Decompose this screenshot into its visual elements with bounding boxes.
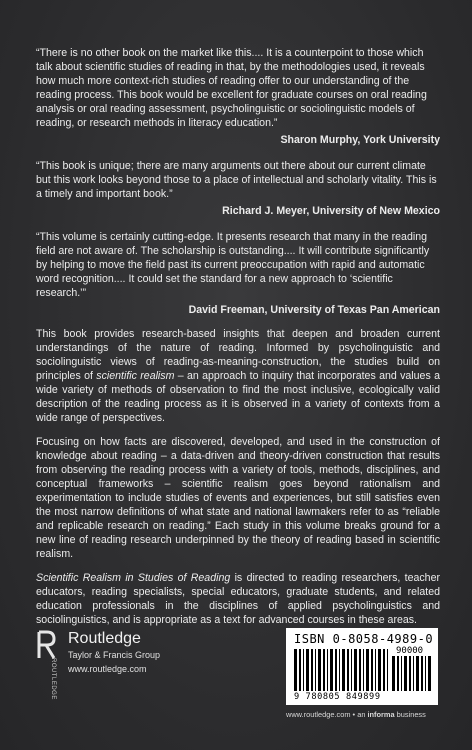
review-quote-1	[36, 46, 440, 147]
description-text: This book provides research-based insights that deepen and broaden current understandings of the nature of reading. Informed by psycholinguistic and sociolinguistic views of reading-as-meaning-construction, the studies build on principles of	[36, 328, 440, 382]
quote-author: Sharon Murphy, York University	[280, 134, 440, 146]
footer-separator: •	[350, 710, 358, 719]
description-text: is directed to reading researchers, teacher educators, reading specialists, special educators, graduate students, and related education professionals in the disciplines of applied psycholinguistics and sociolinguistics, and is appropriate as a text for advanced courses in these areas.	[36, 572, 440, 626]
back-cover-text	[36, 46, 440, 637]
book-title: Scientific Realism in Studies of Reading	[36, 572, 231, 584]
quote-text: “This book is unique; there are many arguments out there about our current climate but this work looks beyond those to a place of intellectual and scholarly vitality. This is a timely and important book.”	[36, 160, 437, 200]
footer-business: business	[394, 710, 426, 719]
quote-text: “There is no other book on the market like this.... It is a counterpoint to those which talk about scientific studies of reading in that, by the methodologies used, it reveals how much more context-rich studies of reading offer to our understanding of the reading process. This book would be excellent for graduate courses on oral reading analysis or oral reading assessment, psycholinguistic or sociolinguistic models of reading, or research methods in literacy education.”	[36, 47, 427, 129]
barcode-icon	[294, 649, 390, 691]
addon-barcode-icon	[392, 656, 432, 691]
publisher-url: www.routledge.com	[68, 664, 147, 674]
quote-text: “This volume is certainly cutting-edge. It presents research that many in the reading field are not aware of. The scholarship is outstanding.... It will contribute significantly by helping to move the field past its current preoccupation with rapid and automatic word recognition.... It could set the standard for a new approach to ‘scientific research.’”	[36, 231, 430, 299]
publisher-logo	[36, 628, 236, 700]
publisher-name: Routledge	[68, 630, 141, 647]
footer-an: an	[357, 710, 368, 719]
isbn-label: ISBN 0-8058-4989-0	[294, 632, 434, 646]
quote-author: Richard J. Meyer, University of New Mexico	[222, 205, 440, 217]
publisher-group: Taylor & Francis Group	[68, 650, 161, 660]
description-paragraph-3	[36, 571, 440, 627]
review-quote-2	[36, 159, 440, 218]
quote-author: David Freeman, University of Texas Pan American	[188, 304, 440, 316]
footer-brand: informa	[367, 710, 395, 719]
isbn-barcode	[286, 628, 438, 705]
description-emphasis: scientific realism	[96, 370, 175, 382]
footer-publisher-line	[286, 710, 440, 719]
description-text: – an approach to inquiry that incorporates and values a wide variety of methods of observation to find the most inclusive, ecologically valid description of the reading process as it is observed in a variety of contexts from a wide range of perspectives.	[36, 370, 440, 424]
description-paragraph-1	[36, 327, 440, 425]
footer-url: www.routledge.com	[286, 710, 351, 719]
price-addon: 90000	[396, 646, 424, 656]
barcode-number: 9 780805 849899	[294, 692, 381, 702]
description-paragraph-2: Focusing on how facts are discovered, developed, and used in the construction of knowledge about reading – a data-driven and theory-driven construction that results from observing the reading process with a variety of tools, methods, disciplines, and conceptual frameworks – scientific realism goes beyond rationalism and experimentation to include studies of events and experiences, but still satisfies even the most narrow definitions of what state and national lawmakers refer to as “reliable and replicable research on reading.” Each study in this volume breaks ground for a new line of reading research underpinned by the theory of reading based in scientific realism.	[36, 436, 440, 560]
publisher-vertical-text: ROUTLEDGE	[50, 658, 56, 700]
review-quote-3	[36, 230, 440, 317]
